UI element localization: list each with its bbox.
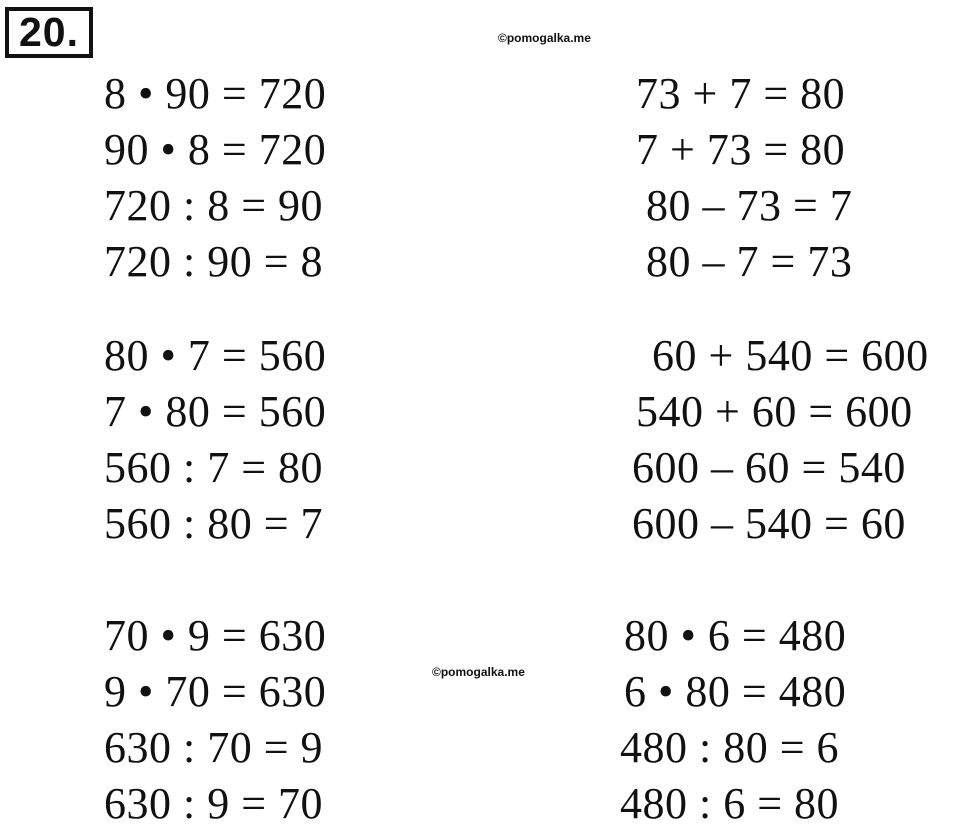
equation-group1-right-1: 73 + 7 = 80 [636,69,846,118]
equation-group2-left-2: 7 • 80 = 560 [104,387,327,436]
task-number: 20. [5,7,93,58]
equation-group3-right-1: 80 • 6 = 480 [624,611,847,660]
equation-group1-left-2: 90 • 8 = 720 [104,125,327,174]
equation-group2-left-4: 560 : 80 = 7 [104,499,324,548]
watermark: ©pomogalka.me [498,31,591,45]
equation-group1-right-3: 80 – 73 = 7 [646,181,853,230]
watermark: ©pomogalka.me [432,665,525,679]
equation-group1-left-3: 720 : 8 = 90 [104,181,324,230]
equation-group3-left-2: 9 • 70 = 630 [104,667,327,716]
equation-group3-left-3: 630 : 70 = 9 [104,723,324,772]
equation-group2-left-3: 560 : 7 = 80 [104,443,324,492]
equation-group2-right-3: 600 – 60 = 540 [632,443,906,492]
equation-group2-right-4: 600 – 540 = 60 [632,499,906,548]
equation-group2-right-2: 540 + 60 = 600 [636,387,913,436]
equation-group1-left-4: 720 : 90 = 8 [104,237,324,286]
equation-group3-left-1: 70 • 9 = 630 [104,611,327,660]
equation-group1-right-2: 7 + 73 = 80 [636,125,846,174]
equation-group3-left-4: 630 : 9 = 70 [104,779,324,828]
equation-group3-right-2: 6 • 80 = 480 [624,667,847,716]
equation-group1-right-4: 80 – 7 = 73 [646,237,853,286]
equation-group3-right-3: 480 : 80 = 6 [620,723,840,772]
equation-group2-left-1: 80 • 7 = 560 [104,331,327,380]
equation-group3-right-4: 480 : 6 = 80 [620,779,840,828]
equation-group2-right-1: 60 + 540 = 600 [652,331,929,380]
equation-group1-left-1: 8 • 90 = 720 [104,69,327,118]
